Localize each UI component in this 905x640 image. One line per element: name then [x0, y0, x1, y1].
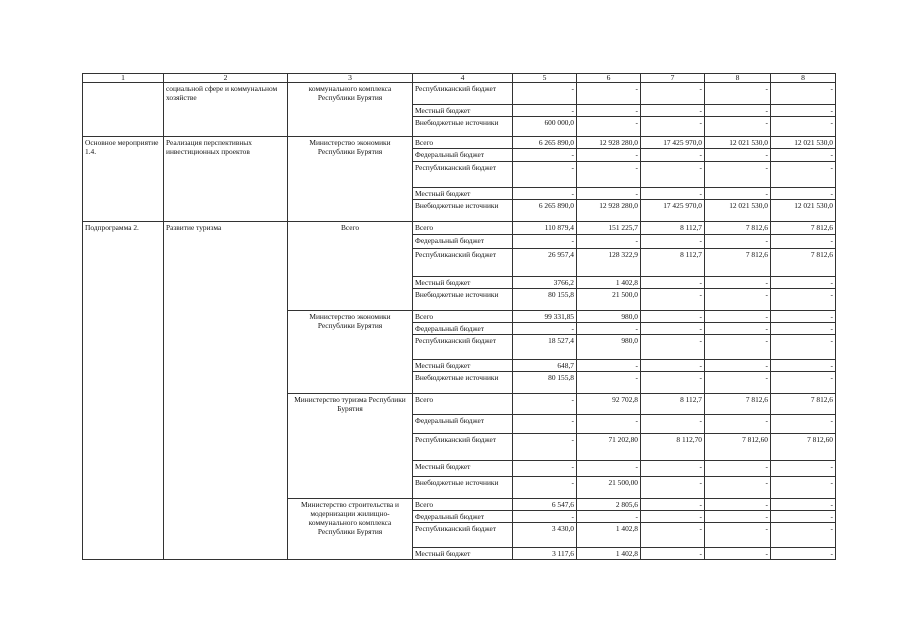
program-item: Основное мероприятие 1.4. [83, 137, 164, 222]
amount-cell: 21 500,00 [577, 477, 641, 499]
amount-cell: - [577, 149, 641, 162]
amount-cell: 980,0 [577, 311, 641, 323]
amount-cell: - [771, 511, 836, 523]
amount-cell: - [641, 511, 705, 523]
amount-cell: - [705, 162, 771, 188]
amount-cell: 3 117,6 [513, 548, 577, 560]
amount-cell: 17 425 970,0 [641, 137, 705, 149]
amount-cell: - [513, 461, 577, 477]
amount-cell: 92 702,8 [577, 394, 641, 415]
funding-source: Всего [413, 311, 513, 323]
amount-cell: - [641, 311, 705, 323]
amount-cell: - [513, 477, 577, 499]
amount-cell: - [771, 149, 836, 162]
funding-source: Республиканский бюджет [413, 434, 513, 461]
amount-cell: - [705, 311, 771, 323]
amount-cell: - [771, 523, 836, 548]
amount-cell: - [641, 83, 705, 105]
column-number: 7 [641, 74, 705, 83]
amount-cell: - [705, 277, 771, 289]
amount-cell: - [641, 323, 705, 335]
column-number: 8 [771, 74, 836, 83]
amount-cell: - [641, 289, 705, 311]
executor: Министерство туризма Республики Бурятия [288, 394, 413, 499]
program-item: Подпрограмма 2. [83, 222, 164, 560]
amount-cell: - [771, 461, 836, 477]
amount-cell: - [577, 511, 641, 523]
funding-source: Республиканский бюджет [413, 83, 513, 105]
funding-source: Внебюджетные источники [413, 289, 513, 311]
amount-cell: - [513, 188, 577, 200]
amount-cell: - [705, 235, 771, 249]
amount-cell: - [771, 289, 836, 311]
amount-cell: 8 112,7 [641, 249, 705, 277]
amount-cell: - [577, 188, 641, 200]
amount-cell: 980,0 [577, 335, 641, 360]
funding-source: Местный бюджет [413, 105, 513, 117]
amount-cell: 12 021 530,0 [705, 137, 771, 149]
amount-cell: - [705, 117, 771, 137]
amount-cell: 7 812,6 [771, 249, 836, 277]
amount-cell: 6 265 890,0 [513, 200, 577, 222]
column-number: 4 [413, 74, 513, 83]
amount-cell: 7 812,6 [705, 222, 771, 235]
executor: Министерство строительства и модернизации жилищно-коммунального комплекса Республики Бурятия [288, 499, 413, 560]
amount-cell: - [705, 83, 771, 105]
amount-cell: 8 112,70 [641, 434, 705, 461]
amount-cell: 1 402,8 [577, 277, 641, 289]
amount-cell: 128 322,9 [577, 249, 641, 277]
amount-cell: - [705, 523, 771, 548]
program-title: Реализация перспективных инвестиционных проектов [164, 137, 288, 222]
amount-cell: - [705, 477, 771, 499]
amount-cell: - [513, 511, 577, 523]
amount-cell: - [513, 235, 577, 249]
amount-cell: 3 430,0 [513, 523, 577, 548]
amount-cell: 1 402,8 [577, 548, 641, 560]
amount-cell: - [771, 548, 836, 560]
executor: коммунального комплекса Республики Бурятия [288, 83, 413, 137]
amount-cell: 21 500,0 [577, 289, 641, 311]
amount-cell: - [577, 162, 641, 188]
amount-cell: 12 021 530,0 [771, 200, 836, 222]
amount-cell: - [641, 415, 705, 434]
funding-source: Местный бюджет [413, 188, 513, 200]
funding-source: Всего [413, 499, 513, 511]
amount-cell: - [577, 360, 641, 372]
program-item [83, 83, 164, 137]
table-row [83, 222, 836, 235]
amount-cell: - [641, 523, 705, 548]
amount-cell: 2 805,6 [577, 499, 641, 511]
amount-cell: - [705, 372, 771, 394]
program-title: Развитие туризма [164, 222, 288, 560]
amount-cell: - [513, 434, 577, 461]
amount-cell: - [641, 277, 705, 289]
amount-cell: - [705, 188, 771, 200]
amount-cell: - [705, 461, 771, 477]
amount-cell: - [513, 149, 577, 162]
amount-cell: - [771, 277, 836, 289]
amount-cell: - [641, 149, 705, 162]
amount-cell: - [641, 372, 705, 394]
amount-cell: 7 812,6 [705, 249, 771, 277]
amount-cell: 99 331,85 [513, 311, 577, 323]
funding-source: Местный бюджет [413, 548, 513, 560]
funding-source: Внебюджетные источники [413, 372, 513, 394]
funding-source: Федеральный бюджет [413, 415, 513, 434]
amount-cell: - [705, 149, 771, 162]
funding-source: Внебюджетные источники [413, 477, 513, 499]
amount-cell: - [513, 105, 577, 117]
amount-cell: - [705, 105, 771, 117]
amount-cell: 71 202,80 [577, 434, 641, 461]
amount-cell: 3766,2 [513, 277, 577, 289]
table-row [83, 83, 836, 105]
amount-cell: - [705, 548, 771, 560]
amount-cell: 17 425 970,0 [641, 200, 705, 222]
amount-cell: - [641, 188, 705, 200]
amount-cell: - [513, 323, 577, 335]
amount-cell: - [705, 335, 771, 360]
amount-cell: - [577, 235, 641, 249]
amount-cell: 80 155,8 [513, 289, 577, 311]
amount-cell: - [771, 83, 836, 105]
column-number: 8 [705, 74, 771, 83]
amount-cell: 7 812,60 [771, 434, 836, 461]
amount-cell: - [641, 235, 705, 249]
amount-cell: 12 021 530,0 [705, 200, 771, 222]
amount-cell: - [705, 511, 771, 523]
amount-cell: - [641, 499, 705, 511]
amount-cell: - [771, 323, 836, 335]
funding-source: Местный бюджет [413, 360, 513, 372]
budget-table [82, 73, 836, 560]
amount-cell: - [771, 477, 836, 499]
amount-cell: - [771, 360, 836, 372]
amount-cell: 26 957,4 [513, 249, 577, 277]
amount-cell: - [771, 235, 836, 249]
amount-cell: 7 812,6 [771, 222, 836, 235]
funding-source: Федеральный бюджет [413, 149, 513, 162]
amount-cell: - [705, 323, 771, 335]
amount-cell: - [641, 360, 705, 372]
funding-source: Местный бюджет [413, 461, 513, 477]
funding-source: Федеральный бюджет [413, 511, 513, 523]
amount-cell: - [771, 188, 836, 200]
amount-cell: - [641, 162, 705, 188]
amount-cell: - [641, 548, 705, 560]
amount-cell: 600 000,0 [513, 117, 577, 137]
amount-cell: - [771, 311, 836, 323]
funding-source: Внебюджетные источники [413, 117, 513, 137]
amount-cell: 7 812,6 [705, 394, 771, 415]
amount-cell: 648,7 [513, 360, 577, 372]
amount-cell: - [513, 162, 577, 188]
executor: Всего [288, 222, 413, 311]
amount-cell: - [705, 415, 771, 434]
amount-cell: 110 879,4 [513, 222, 577, 235]
funding-source: Всего [413, 394, 513, 415]
amount-cell: - [641, 461, 705, 477]
program-title: социальной сфере и коммунальном хозяйстве [164, 83, 288, 137]
amount-cell: - [577, 323, 641, 335]
amount-cell: - [771, 499, 836, 511]
amount-cell: - [577, 415, 641, 434]
amount-cell: - [641, 105, 705, 117]
amount-cell: 6 265 890,0 [513, 137, 577, 149]
amount-cell: - [577, 105, 641, 117]
amount-cell: - [705, 289, 771, 311]
amount-cell: - [771, 415, 836, 434]
amount-cell: 12 021 530,0 [771, 137, 836, 149]
funding-source: Федеральный бюджет [413, 323, 513, 335]
amount-cell: 18 527,4 [513, 335, 577, 360]
amount-cell: 12 928 280,0 [577, 137, 641, 149]
amount-cell: 8 112,7 [641, 394, 705, 415]
funding-source: Республиканский бюджет [413, 335, 513, 360]
executor: Министерство экономики Республики Бурятия [288, 137, 413, 222]
funding-source: Республиканский бюджет [413, 523, 513, 548]
column-number: 5 [513, 74, 577, 83]
amount-cell: - [705, 499, 771, 511]
funding-source: Федеральный бюджет [413, 235, 513, 249]
amount-cell: - [771, 162, 836, 188]
amount-cell: 1 402,8 [577, 523, 641, 548]
amount-cell: - [577, 117, 641, 137]
funding-source: Республиканский бюджет [413, 249, 513, 277]
executor: Министерство экономики Республики Бурятия [288, 311, 413, 394]
amount-cell: - [771, 117, 836, 137]
amount-cell: 7 812,60 [705, 434, 771, 461]
funding-source: Местный бюджет [413, 277, 513, 289]
amount-cell: - [771, 372, 836, 394]
amount-cell: - [641, 477, 705, 499]
amount-cell: - [705, 360, 771, 372]
column-number: 6 [577, 74, 641, 83]
amount-cell: 7 812,6 [771, 394, 836, 415]
amount-cell: - [513, 394, 577, 415]
column-number: 2 [164, 74, 288, 83]
funding-source: Республиканский бюджет [413, 162, 513, 188]
amount-cell: - [641, 117, 705, 137]
funding-source: Внебюджетные источники [413, 200, 513, 222]
funding-source: Всего [413, 222, 513, 235]
amount-cell: - [577, 372, 641, 394]
amount-cell: 151 225,7 [577, 222, 641, 235]
amount-cell: 8 112,7 [641, 222, 705, 235]
column-number: 1 [83, 74, 164, 83]
amount-cell: - [771, 105, 836, 117]
amount-cell: - [513, 415, 577, 434]
column-number: 3 [288, 74, 413, 83]
table-row [83, 137, 836, 149]
amount-cell: - [641, 335, 705, 360]
amount-cell: - [577, 461, 641, 477]
funding-source: Всего [413, 137, 513, 149]
header-row [83, 74, 836, 83]
amount-cell: 6 547,6 [513, 499, 577, 511]
amount-cell: - [771, 335, 836, 360]
amount-cell: - [577, 83, 641, 105]
amount-cell: 80 155,8 [513, 372, 577, 394]
amount-cell: - [513, 83, 577, 105]
amount-cell: 12 928 280,0 [577, 200, 641, 222]
